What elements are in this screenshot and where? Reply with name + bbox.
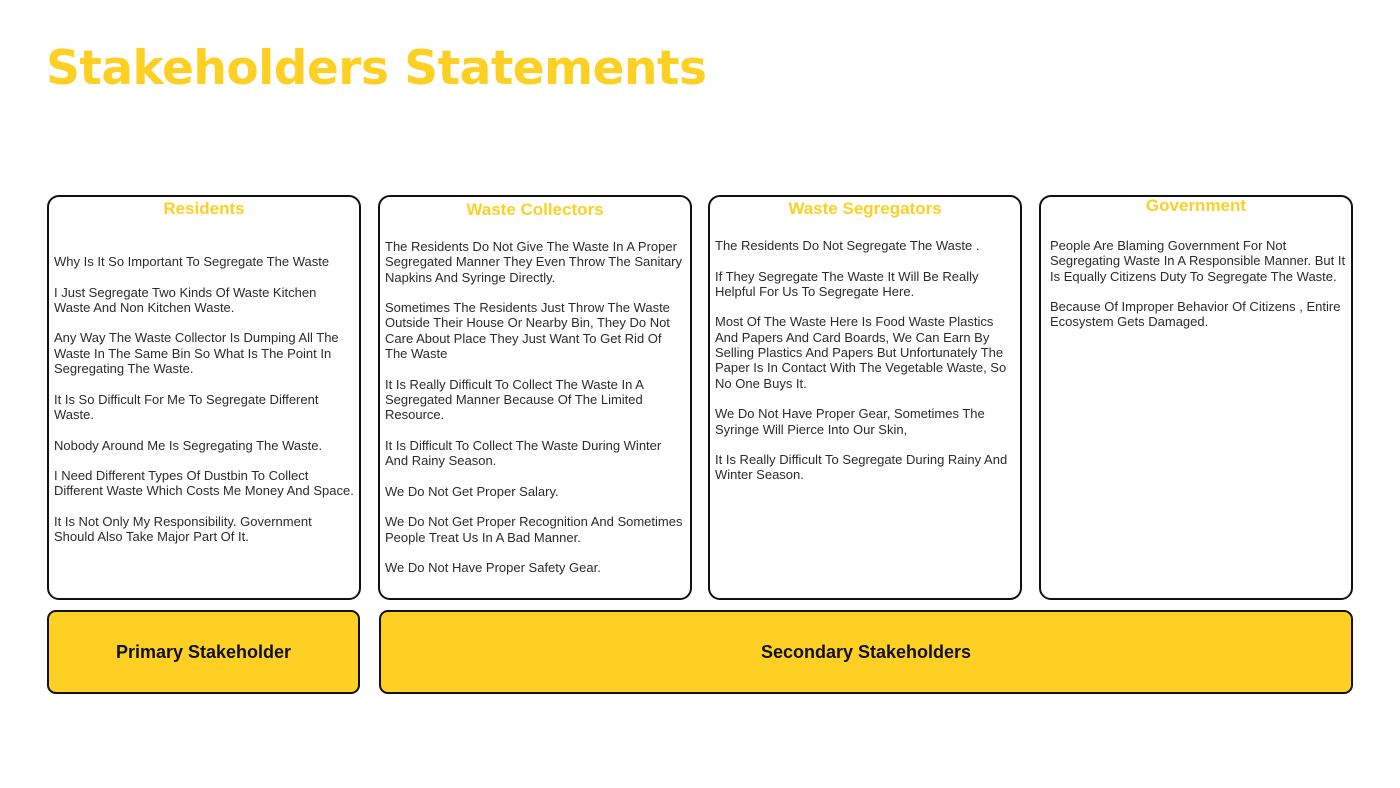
statement: We Do Not Get Proper Recognition And Sometimes People Treat Us In A Bad Manner. (385, 514, 683, 545)
statement: Most Of The Waste Here Is Food Waste Plastics And Papers And Card Boards, We Can Earn By Selling Plastics And Papers But Unfortunately The Paper Is In Contact With The Vegetable Waste, So No One Buys It. (715, 314, 1007, 391)
statement: People Are Blaming Government For Not Segregating Waste In A Responsible Manner. But It Is Equally Citizens Duty To Segregate The Waste. (1050, 238, 1346, 284)
card-title-government: Government (1145, 196, 1247, 215)
statement: It Is Really Difficult To Segregate During Rainy And Winter Season. (715, 452, 1008, 483)
card-body-waste-segregators (715, 238, 1016, 498)
statement: It Is Really Difficult To Collect The Waste In A Segregated Manner Because Of The Limited Resource. (385, 376, 644, 423)
statement: It Is Difficult To Collect The Waste During Winter And Rainy Season. (385, 437, 662, 469)
page-title: Stakeholders Statements (46, 41, 707, 96)
statement: The Residents Do Not Segregate The Waste . (715, 238, 980, 253)
statement: It Is Not Only My Responsibility. Government Should Also Take Major Part Of It. (54, 514, 312, 545)
statement: Nobody Around Me Is Segregating The Waste. (54, 437, 323, 453)
statement: Any Way The Waste Collector Is Dumping All The Waste In The Same Bin So What Is The Point In Segregating The Waste. (54, 330, 339, 377)
statement: We Do Not Have Proper Gear, Sometimes The Syringe Will Pierce Into Our Skin, (715, 406, 985, 437)
statement: Why Is It So Important To Segregate The Waste (54, 254, 330, 269)
statement: We Do Not Have Proper Safety Gear. (385, 560, 601, 576)
card-body-government (1050, 238, 1347, 345)
statement: Sometimes The Residents Just Throw The Waste Outside Their House Or Nearby Bin, They Do Not Care About Place They Just Want To Get Rid Of The Waste (385, 300, 670, 362)
card-waste-collectors (378, 195, 692, 600)
card-waste-segregators (708, 195, 1022, 600)
statement: Because Of Improper Behavior Of Citizens , Entire Ecosystem Gets Damaged. (1050, 299, 1341, 330)
primary-stakeholder-label: Primary Stakeholder (115, 641, 292, 662)
statement: It Is So Difficult For Me To Segregate Different Waste. (54, 391, 319, 422)
primary-stakeholder-band (47, 610, 360, 694)
card-title-waste-segregators: Waste Segregators (788, 199, 942, 218)
card-title-residents: Residents (163, 199, 245, 218)
statement: I Just Segregate Two Kinds Of Waste Kitchen Waste And Non Kitchen Waste. (54, 284, 317, 315)
card-body-waste-collectors (385, 239, 686, 591)
secondary-stakeholders-label: Secondary Stakeholders (760, 641, 972, 662)
statement: The Residents Do Not Give The Waste In A Proper Segregated Manner They Even Throw The Sanitary Napkins And Syringe Directly. (385, 239, 683, 285)
card-body-residents (54, 254, 355, 560)
card-title-waste-collectors: Waste Collectors (466, 200, 604, 219)
card-residents (47, 195, 361, 600)
card-government (1039, 195, 1353, 600)
secondary-stakeholders-band (379, 610, 1353, 694)
statement: I Need Different Types Of Dustbin To Collect Different Waste Which Costs Me Money And Space. (54, 468, 354, 499)
statement: We Do Not Get Proper Salary. (385, 483, 559, 499)
statement: If They Segregate The Waste It Will Be Really Helpful For Us To Segregate Here. (715, 268, 979, 299)
